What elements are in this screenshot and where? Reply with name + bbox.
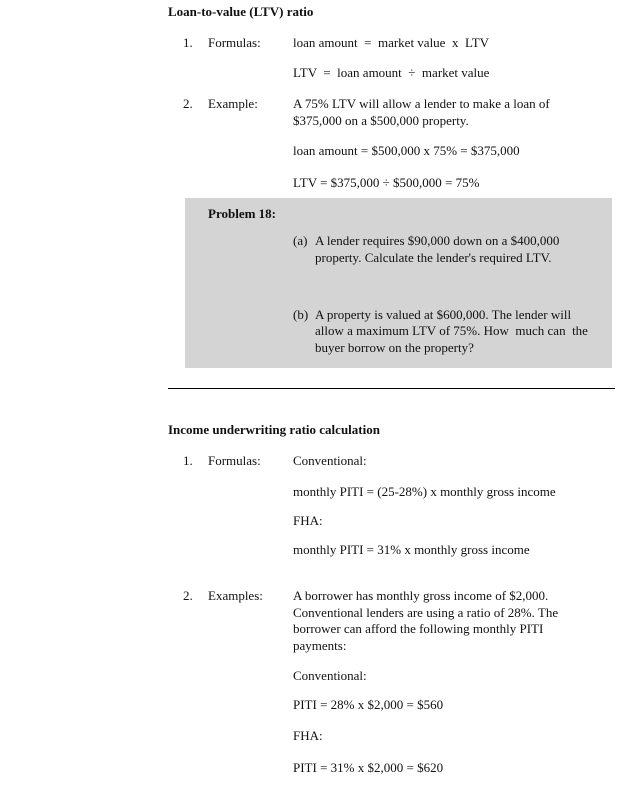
item-number: 1.: [183, 35, 193, 50]
item-number: 2.: [183, 588, 193, 603]
formula-heading: FHA:: [293, 513, 323, 528]
problem-text: A lender requires $90,000 down on a $400,000: [315, 233, 560, 248]
example-text: borrower can afford the following monthly PITI: [293, 621, 544, 636]
problem-text: buyer borrow on the property?: [315, 340, 474, 355]
formula-heading: FHA:: [293, 728, 323, 743]
calc-line: PITI = 31% x $2,000 = $620: [293, 760, 444, 775]
section-title-income: Income underwriting ratio calculation: [168, 422, 380, 437]
example-text: A 75% LTV will allow a lender to make a loan of: [293, 96, 550, 111]
formula-line: monthly PITI = 31% x monthly gross income: [293, 542, 530, 557]
calc-line: LTV = $375,000 ÷ $500,000 = 75%: [293, 175, 480, 190]
formula-line: loan amount = market value x LTV: [293, 35, 490, 50]
problem-text: A property is valued at $600,000. The lender will: [315, 307, 572, 322]
formula-line: monthly PITI = (25-28%) x monthly gross income: [293, 484, 556, 499]
item-number: 2.: [183, 96, 193, 111]
calc-line: loan amount = $500,000 x 75% = $375,000: [293, 143, 520, 158]
problem-title: Problem 18:: [208, 206, 276, 221]
example-text: $375,000 on a $500,000 property.: [293, 113, 469, 128]
item-label: Example:: [208, 96, 258, 111]
item-label: Formulas:: [208, 453, 261, 468]
item-label: Examples:: [208, 588, 263, 603]
example-text: Conventional lenders are using a ratio of 28%. The: [293, 605, 559, 620]
item-label: Formulas:: [208, 35, 261, 50]
formula-heading: Conventional:: [293, 453, 367, 468]
calc-line: PITI = 28% x $2,000 = $560: [293, 697, 444, 712]
divider: [168, 388, 615, 389]
problem-part-label: (a): [293, 233, 308, 248]
example-text: A borrower has monthly gross income of $2,000.: [293, 588, 549, 603]
section-title-ltv: Loan-to-value (LTV) ratio: [168, 4, 314, 19]
formula-line: LTV = loan amount ÷ market value: [293, 65, 490, 80]
problem-text: property. Calculate the lender's required LTV.: [315, 250, 552, 265]
item-number: 1.: [183, 453, 193, 468]
example-text: payments:: [293, 638, 347, 653]
problem-text: allow a maximum LTV of 75%. How much can the: [315, 323, 588, 338]
formula-heading: Conventional:: [293, 668, 367, 683]
problem-part-label: (b): [293, 307, 309, 322]
